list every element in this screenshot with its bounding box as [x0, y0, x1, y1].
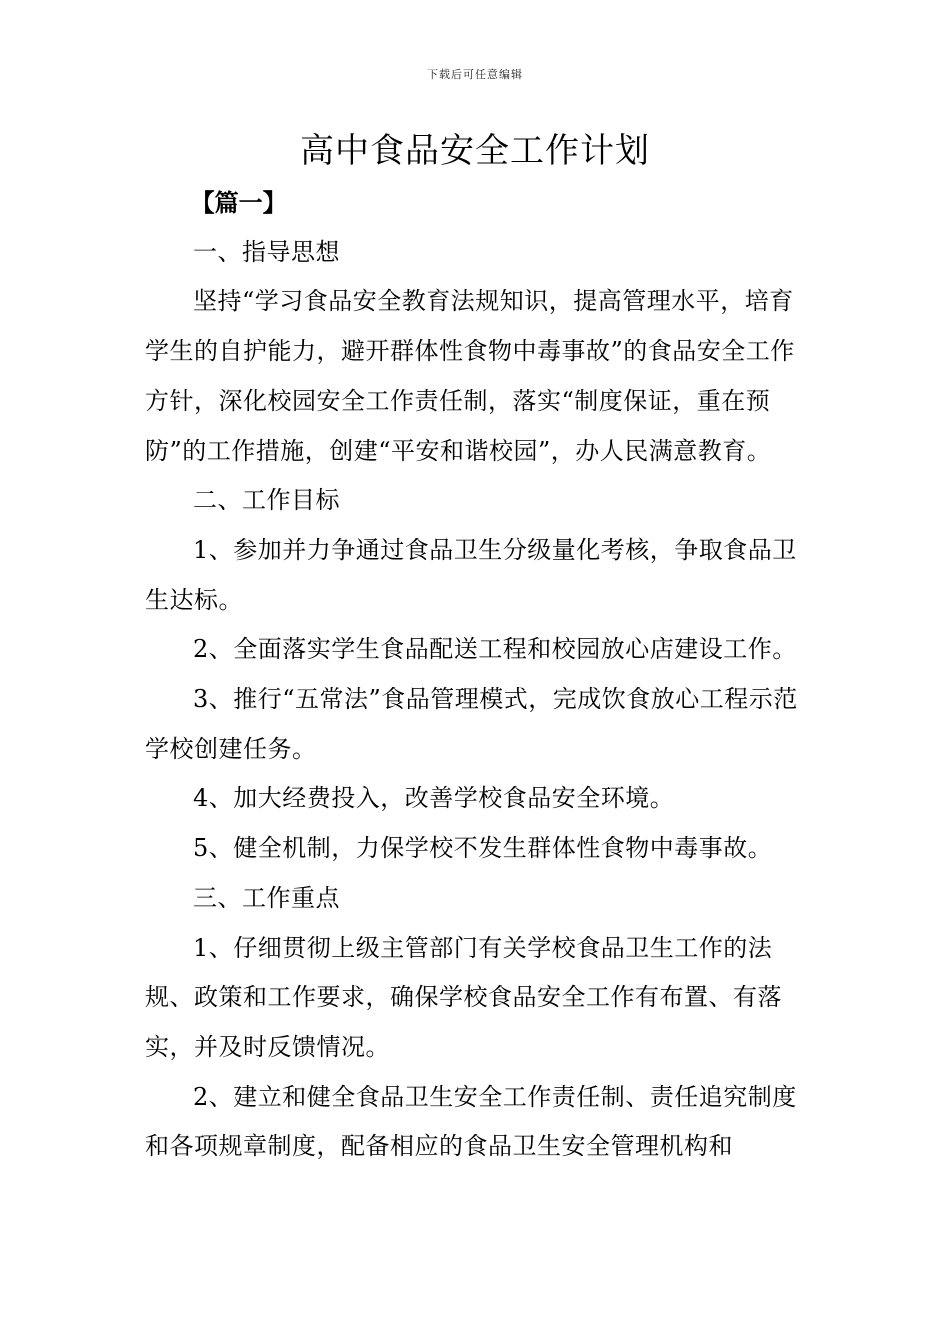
paragraph: 1、仔细贯彻上级主管部门有关学校食品卫生工作的法规、政策和工作要求，确保学校食品安全工作有布置、有落实，并及时反馈情况。: [145, 933, 782, 1061]
paragraph: 5、健全机制，力保学校不发生群体性食物中毒事故。: [193, 834, 773, 863]
heading-guiding-ideology: 一、指导思想: [193, 237, 340, 266]
paragraph: 1、参加并力争通过食品卫生分级量化考核，争取食品卫生达标。: [145, 535, 797, 614]
paragraph: 坚持“学习食品安全教育法规知识，提高管理水平，培育学生的自护能力，避开群体性食物中毒事故”的食品安全工作方针，深化校园安全工作责任制，落实“制度保证，重在预防”的工作措施，创建“平安和谐校园”，办人民满意教育。: [145, 287, 795, 465]
header-note: 下载后可任意编辑: [427, 68, 523, 81]
heading-work-focus: 三、工作重点: [193, 883, 340, 912]
section-mark: 【篇一】: [190, 188, 287, 217]
paragraph: 3、推行“五常法”食品管理模式，完成饮食放心工程示范学校创建任务。: [145, 685, 798, 763]
paragraph: 2、建立和健全食品卫生安全工作责任制、责任追究制度和各项规章制度，配备相应的食品卫生安全管理机构和: [145, 1082, 797, 1161]
document-body: [145, 178, 810, 1172]
heading-work-goals: 二、工作目标: [193, 486, 340, 515]
document-title: 高中食品安全工作计划: [300, 131, 650, 171]
paragraph: 2、全面落实学生食品配送工程和校园放心店建设工作。: [193, 635, 797, 664]
paragraph: 4、加大经费投入，改善学校食品安全环境。: [193, 784, 675, 813]
